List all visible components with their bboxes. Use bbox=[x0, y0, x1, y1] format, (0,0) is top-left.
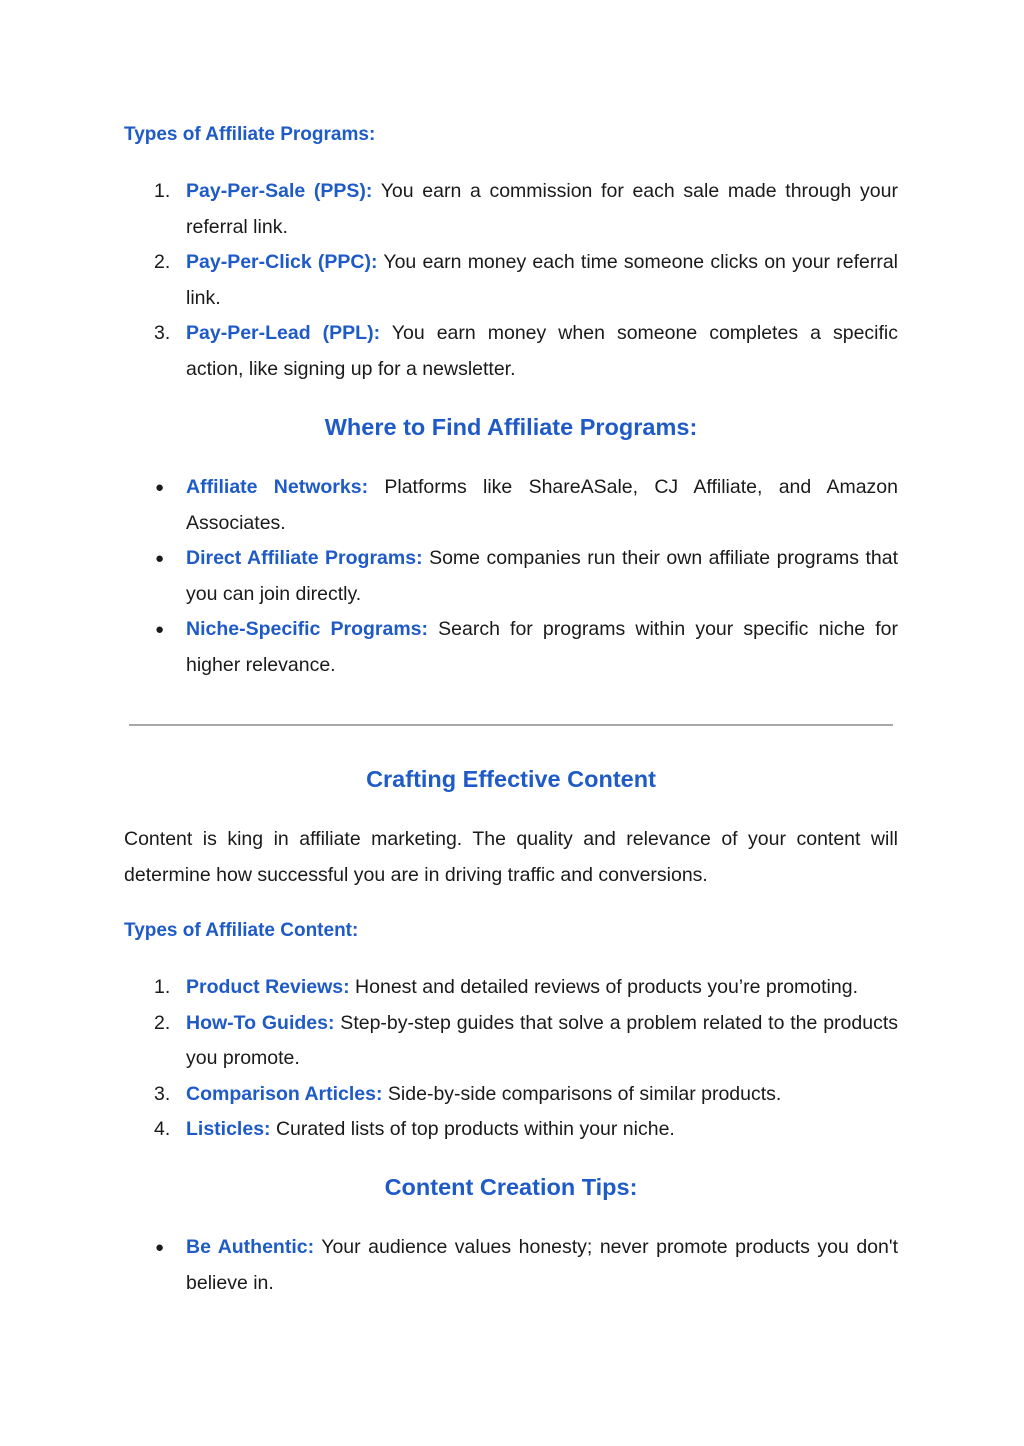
section-divider bbox=[129, 724, 893, 726]
list-item-niche-programs bbox=[124, 612, 898, 683]
term-ppl: Pay-Per-Lead (PPL): bbox=[186, 322, 381, 344]
list-item-affiliate-networks bbox=[124, 470, 898, 541]
content-types-list bbox=[124, 970, 898, 1148]
bullet-icon: ● bbox=[155, 621, 165, 638]
list-number: 2. bbox=[154, 251, 171, 273]
term-niche-programs: Niche-Specific Programs: bbox=[186, 618, 429, 640]
bullet-icon: ● bbox=[155, 479, 165, 496]
list-item-how-to-guides bbox=[124, 1006, 898, 1077]
programs-types-list bbox=[124, 174, 898, 387]
list-item-ppc bbox=[124, 245, 898, 316]
content-tips-list bbox=[124, 1230, 898, 1301]
item-description: Some companies run their own affiliate programs that you can join directly. bbox=[186, 547, 898, 605]
types-of-content-heading: Types of Affiliate Content: bbox=[124, 920, 359, 941]
list-item-direct-programs bbox=[124, 541, 898, 612]
bullet-icon: ● bbox=[155, 1239, 165, 1256]
term-direct-programs: Direct Affiliate Programs: bbox=[186, 547, 423, 569]
bullet-icon: ● bbox=[155, 550, 165, 567]
list-number: 3. bbox=[154, 322, 171, 344]
item-description: Your audience values honesty; never promote products you don't believe in. bbox=[186, 1236, 899, 1294]
item-description: Step-by-step guides that solve a problem related to the products you promote. bbox=[186, 1011, 898, 1069]
term-listicles: Listicles: bbox=[186, 1118, 271, 1140]
crafting-content-paragraph: Content is king in affiliate marketing. The quality and relevance of your content will determine how successful you are in driving traffic and conversions. bbox=[124, 828, 898, 886]
types-of-programs-heading: Types of Affiliate Programs: bbox=[124, 124, 376, 145]
item-description: Search for programs within your specific niche for higher relevance. bbox=[186, 618, 899, 676]
list-item-ppl bbox=[124, 316, 898, 387]
list-number: 2. bbox=[154, 1011, 171, 1034]
list-item-be-authentic bbox=[124, 1230, 898, 1301]
list-number: 4. bbox=[154, 1118, 171, 1140]
term-comparison-articles: Comparison Articles: bbox=[186, 1082, 383, 1105]
list-number: 1. bbox=[154, 976, 171, 998]
term-product-reviews: Product Reviews: bbox=[186, 976, 350, 998]
list-number: 3. bbox=[154, 1082, 171, 1105]
item-description: You earn money each time someone clicks on your referral link. bbox=[186, 251, 898, 309]
term-how-to-guides: How-To Guides: bbox=[186, 1011, 335, 1034]
item-description: Honest and detailed reviews of products you’re promoting. bbox=[349, 976, 859, 998]
crafting-content-heading: Crafting Effective Content bbox=[366, 766, 656, 792]
list-item-product-reviews bbox=[124, 970, 898, 1006]
where-to-find-heading: Where to Find Affiliate Programs: bbox=[324, 414, 698, 440]
term-pps: Pay-Per-Sale (PPS): bbox=[186, 180, 373, 202]
list-item-listicles bbox=[124, 1112, 898, 1148]
list-number: 1. bbox=[154, 180, 171, 202]
content-tips-heading: Content Creation Tips: bbox=[384, 1174, 638, 1200]
item-description: You earn a commission for each sale made through your referral link. bbox=[186, 180, 898, 238]
item-description: Platforms like ShareASale, CJ Affiliate, and Amazon Associates. bbox=[186, 476, 898, 534]
where-to-find-list bbox=[124, 470, 898, 683]
item-description: Curated lists of top products within your niche. bbox=[270, 1118, 675, 1140]
item-description: You earn money when someone completes a specific action, like signing up for a newsletter. bbox=[186, 322, 898, 380]
list-item-comparison-articles bbox=[124, 1077, 898, 1113]
term-be-authentic: Be Authentic: bbox=[186, 1236, 315, 1258]
term-ppc: Pay-Per-Click (PPC): bbox=[186, 251, 378, 273]
item-description: Side-by-side comparisons of similar products. bbox=[382, 1082, 782, 1105]
term-affiliate-networks: Affiliate Networks: bbox=[186, 476, 369, 498]
list-item-pps bbox=[124, 174, 898, 245]
